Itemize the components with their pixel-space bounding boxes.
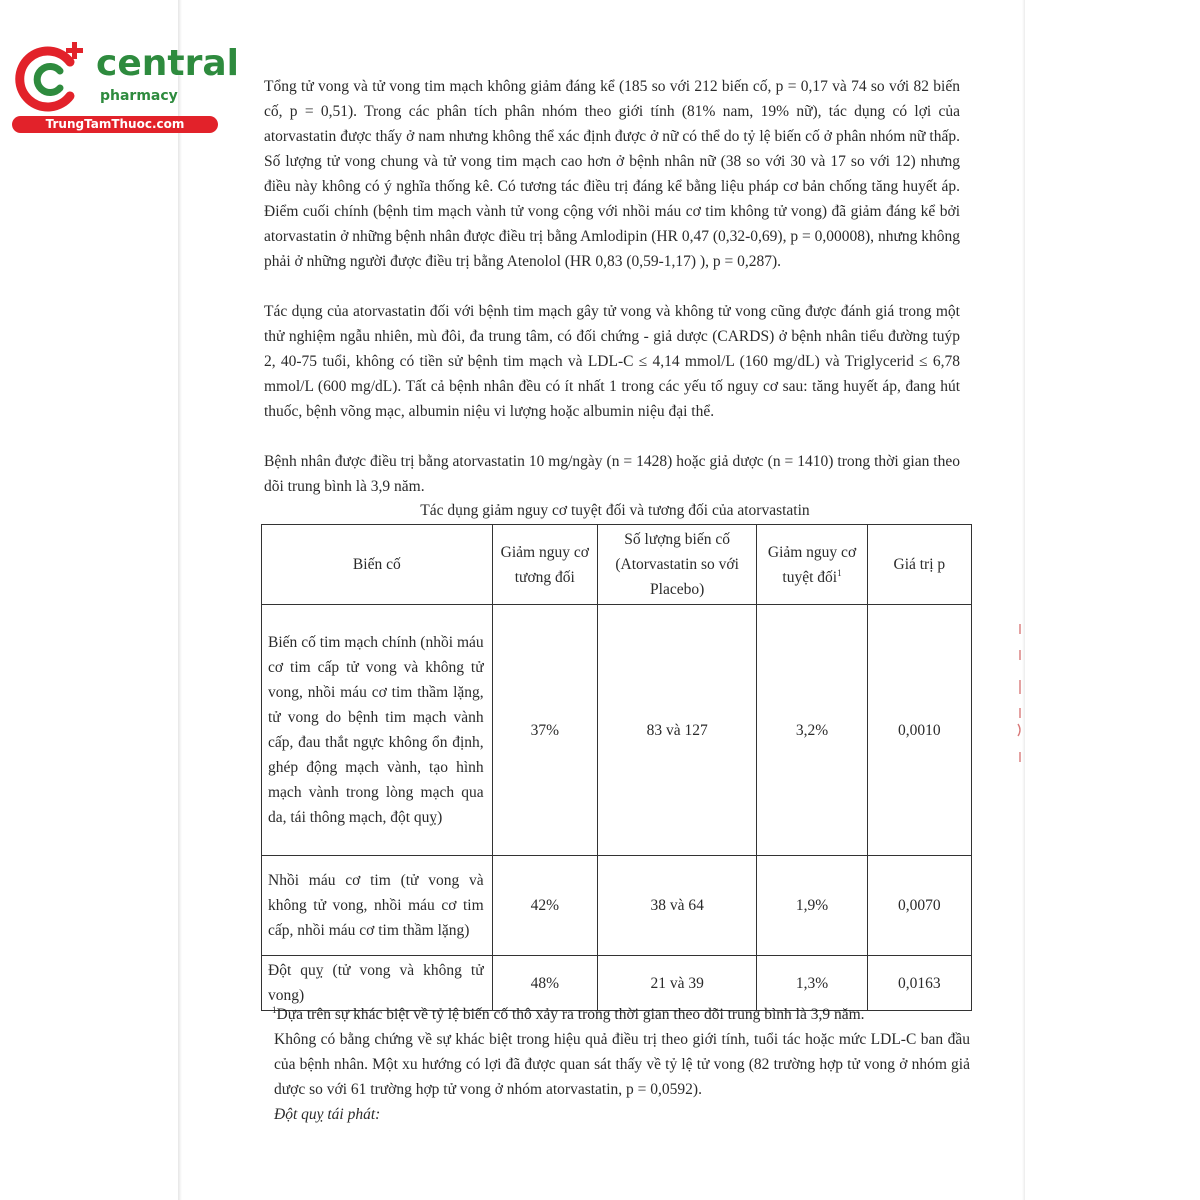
header-event: Biến cố [262, 525, 493, 605]
risk-reduction-table [261, 524, 972, 1011]
cell-relative-risk: 42% [492, 856, 597, 956]
cell-event: Đột quỵ (tử vong và không tử vong) [262, 956, 493, 1011]
header-absolute-risk [757, 525, 867, 605]
header-absolute-risk-label: Giảm nguy cơ tuyệt đối [767, 543, 857, 586]
logo-name: central [96, 43, 239, 84]
cell-absolute-risk: 1,9% [757, 856, 867, 956]
footnote-text: Dựa trên sự khác biệt về tỷ lệ biến cố thô xảy ra trong thời gian theo dõi trung bình là 3,9 năm. [276, 1006, 865, 1023]
header-event-count: Số lượng biến cố (Atorvastatin so với Placebo) [597, 525, 756, 605]
cell-p-value: 0,0010 [867, 605, 971, 856]
cell-event: Nhồi máu cơ tim (tử vong và không tử vong, nhồi máu cơ tim cấp, nhồi máu cơ tim thầm lặng) [262, 856, 493, 956]
paragraph-4: Không có bằng chứng về sự khác biệt trong hiệu quả điều trị theo giới tính, tuổi tác hoặc mức LDL-C ban đầu của bệnh nhân. Một xu hướng có lợi đã được quan sát thấy về tỷ lệ tử vong (82 trường hợp tử vong ở nhóm giả dược so với 61 trường hợp tử vong ở nhóm atorvastatin, p = 0,0592). [274, 1031, 970, 1098]
logo-site-banner: TrungTamThuoc.com [12, 116, 218, 133]
header-footnote-marker: 1 [837, 567, 842, 578]
cell-event-count: 83 và 127 [597, 605, 756, 856]
paragraph-3: Bệnh nhân được điều trị bằng atorvastatin 10 mg/ngày (n = 1428) hoặc giả dược (n = 1410) trong thời gian theo dõi trung bình là 3,9 năm. [264, 453, 960, 495]
cell-event-count: 21 và 39 [597, 956, 756, 1011]
central-pharmacy-logo[interactable] [10, 36, 239, 136]
cell-p-value: 0,0070 [867, 856, 971, 956]
cell-absolute-risk: 1,3% [757, 956, 867, 1011]
logo-subtitle: pharmacy [100, 88, 178, 104]
cell-p-value: 0,0163 [867, 956, 971, 1011]
footnote-marker: 1 [272, 1004, 277, 1015]
table-header-row [262, 525, 972, 605]
paragraph-2: Tác dụng của atorvastatin đối với bệnh tim mạch gây tử vong và không tử vong cũng được đánh giá trong một thử nghiệm ngẫu nhiên, mù đôi, đa trung tâm, có đối chứng - giả dược (CARDS) ở bệnh nhân tiểu đường tuýp 2, 40-75 tuổi, không có tiền sử bệnh tim mạch và LDL-C ≤ 4,14 mmol/L (160 mg/dL) và Triglycerid ≤ 6,78 mmol/L (600 mg/dL). Tất cả bệnh nhân đều có ít nhất 1 trong các yếu tố nguy cơ sau: tăng huyết áp, đang hút thuốc, bệnh võng mạc, albumin niệu vi lượng hoặc albumin niệu đại thể. [264, 303, 960, 420]
header-p-value: Giá trị p [867, 525, 971, 605]
cell-event: Biến cố tim mạch chính (nhồi máu cơ tim cấp tử vong và không tử vong, nhồi máu cơ tim thầm lặng, tử vong do bệnh tim mạch vành cấp, đau thắt ngực không ổn định, ghép động mạch vành, tạo hình mạch vành trong lòng mạch qua da, tái thông mạch, đột quỵ) [262, 605, 493, 856]
table-row [262, 605, 972, 856]
section-subheading: Đột quỵ tái phát: [274, 1106, 381, 1123]
header-relative-risk: Giảm nguy cơ tương đối [492, 525, 597, 605]
cell-relative-risk: 37% [492, 605, 597, 856]
paragraph-1: Tổng tử vong và tử vong tim mạch không giảm đáng kể (185 so với 212 biến cố, p = 0,17 và 74 so với 82 biến cố, p = 0,51). Trong các phân tích phân nhóm theo giới tính (81% nam, 19% nữ), tác dụng có lợi của atorvastatin được thấy ở nam nhưng không thể xác định được ở nữ có thể do tỷ lệ biến cố ở phân nhóm nữ thấp. Số lượng tử vong chung và tử vong tim mạch cao hơn ở bệnh nhân nữ (38 so với 30 và 17 so với 12) nhưng điều này không có ý nghĩa thống kê. Có tương tác điều trị đáng kể bằng liệu pháp cơ bản chống tăng huyết áp. Điểm cuối chính (bệnh tim mạch vành tử vong cộng với nhồi máu cơ tim không tử vong) đã giảm đáng kể bởi atorvastatin ở những bệnh nhân được điều trị bằng Amlodipin (HR 0,47 (0,32-0,69), p = 0,00008), nhưng không phải ở những người được điều trị bằng Atenolol (HR 0,83 (0,59-1,17) ), p = 0,287). [264, 78, 960, 270]
logo-c-cross-icon [12, 38, 92, 118]
cell-event-count: 38 và 64 [597, 856, 756, 956]
table-caption: Tác dụng giảm nguy cơ tuyệt đối và tương đối của atorvastatin [420, 502, 810, 519]
cell-relative-risk: 48% [492, 956, 597, 1011]
table-row [262, 856, 972, 956]
margin-stamp-mark [1014, 620, 1026, 770]
table-footnote [272, 1002, 972, 1027]
scan-edge-left [178, 0, 182, 1200]
cell-absolute-risk: 3,2% [757, 605, 867, 856]
scan-edge-right [1022, 0, 1025, 1200]
